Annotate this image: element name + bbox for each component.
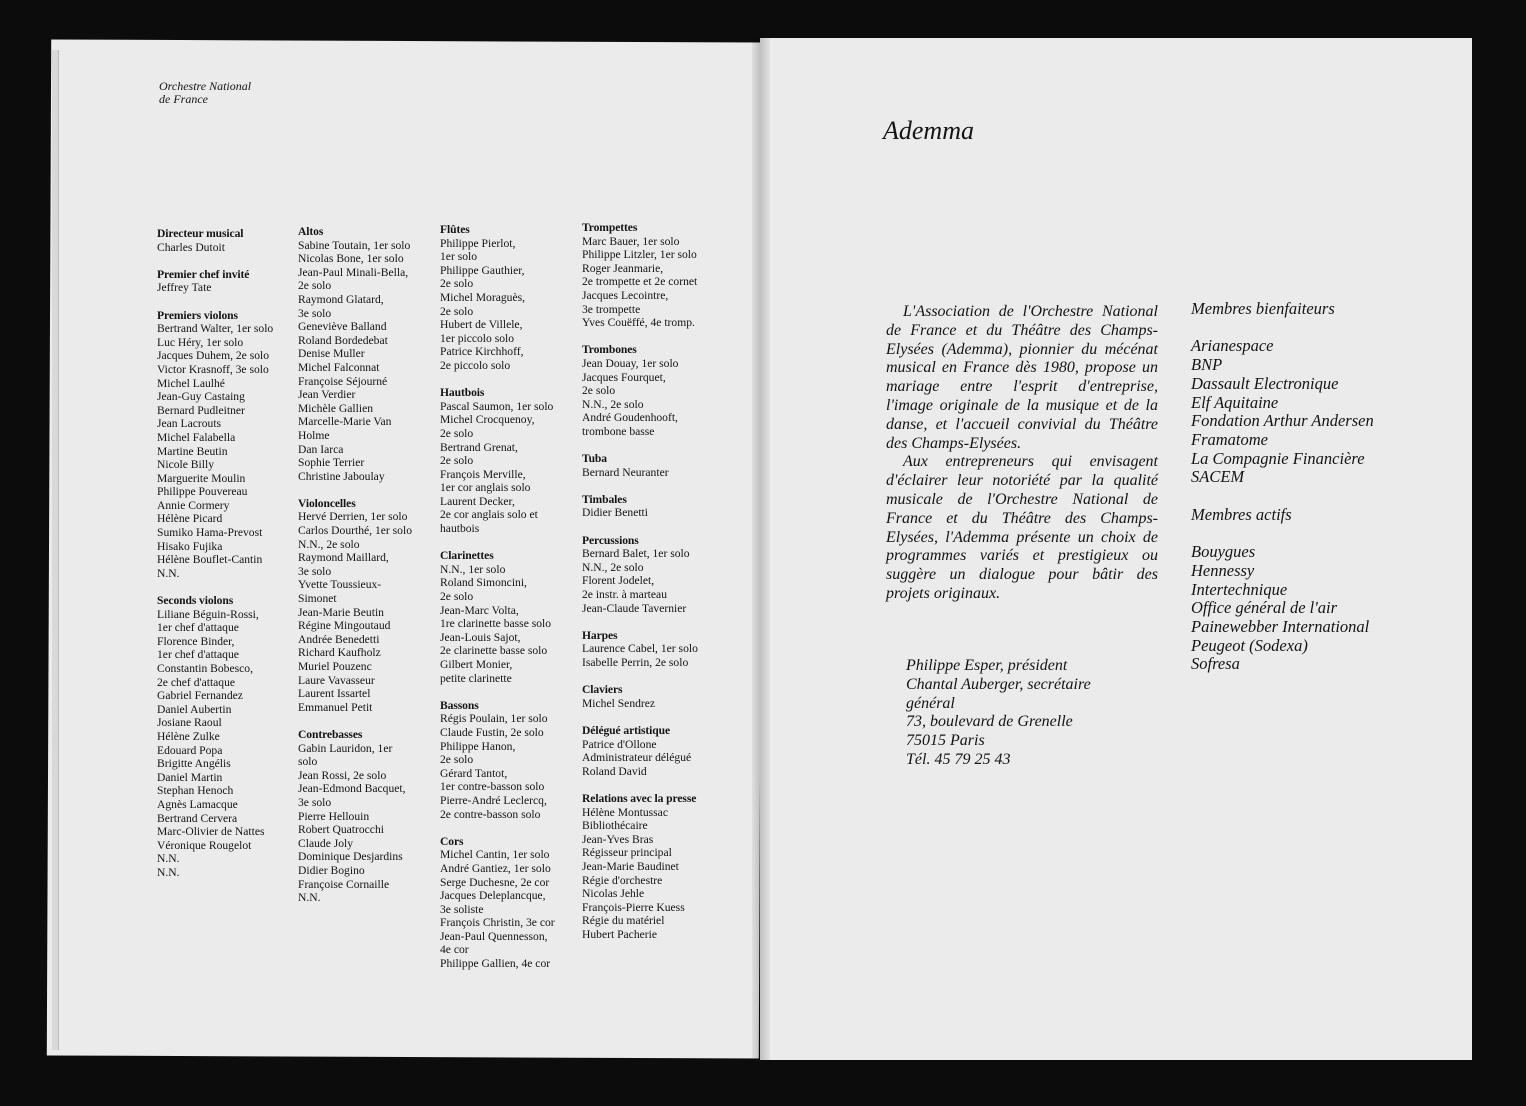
musician-line: Stephan Henoch [157,784,234,798]
musician-line: Christine Jaboulay [298,469,385,483]
musician-line: Sophie Terrier [298,456,365,470]
section-heading: Premiers violons [157,308,238,322]
membres-actifs-heading: Membres actifs [1191,504,1292,524]
musician-line: Jean-Claude Tavernier [582,601,687,615]
contact-address [906,657,1091,770]
musician-line: Jean-Marie Baudinet [582,859,679,873]
musician-line: Jean-Edmond Bacquet, [298,782,406,796]
address-line: Tél. 45 79 25 43 [906,750,1011,768]
musician-line: Marcelle-Marie Van [298,415,392,429]
member-item: Dassault Electronique [1191,373,1339,393]
musician-line: Nicolas Jehle [582,887,645,901]
musician-line: Martine Beutin [157,444,228,458]
musician-line: Patrice Kirchhoff, [440,345,524,359]
section-heading: Cors [440,834,464,848]
musician-line: Nicolas Bone, 1er solo [298,252,404,266]
musician-line: Brigitte Angélis [157,757,231,771]
section-heading: Claviers [582,683,623,697]
musician-line: 2e solo [440,590,474,604]
musician-line: Hubert de Villele, [440,318,523,332]
musician-line: 1er solo [440,250,478,264]
roster-section [582,452,698,479]
musician-line: Richard Kaufholz [298,646,381,660]
musician-line: Marguerite Moulin [157,471,246,485]
section-heading: Délégué artistique [582,723,671,737]
musician-line: Robert Quatrocchi [298,823,384,837]
musician-line: Philippe Hanon, [440,739,516,753]
musician-line: Bibliothécaire [582,819,648,833]
roster-section [582,724,698,778]
musician-line: Hisako Fujika [157,539,223,553]
musician-line: Hervé Derrien, 1er solo [298,510,408,524]
member-item: Framatome [1191,429,1268,449]
roster-section [582,221,698,330]
roster-column-1 [157,227,273,893]
musician-line: Claude Fustin, 2e solo [440,725,544,739]
musician-line: Didier Bogino [298,863,365,877]
address-line: Philippe Esper, président [906,657,1068,674]
musician-line: Hélène Picard [157,512,223,526]
member-item: Peugeot (Sodexa) [1191,635,1308,655]
roster-section [582,683,698,710]
musician-line: Hubert Pacherie [582,927,658,941]
musician-line: Jacques Fourquet, [582,370,666,384]
musician-line: Régis Poulain, 1er solo [440,712,548,726]
musician-line: 2e instr. à marteau [582,588,667,602]
musician-line: Jean-Guy Castaing [157,390,245,404]
musician-line: Agnès Lamacque [157,797,238,811]
member-item: SACEM [1191,467,1245,487]
musician-line: Jean-Paul Minali-Bella, [298,265,409,279]
musician-line: 2e solo [440,426,474,440]
member-item: Sofresa [1191,654,1240,674]
musician-line: Jean Douay, 1er solo [582,356,679,370]
musician-line: Gabin Lauridon, 1er [298,741,393,755]
musician-line: Bernard Pudleitner [157,403,245,417]
member-item: Arianespace [1191,336,1274,356]
musician-line: Philippe Litzler, 1er solo [582,248,697,262]
musician-line: Liliane Béguin-Rossi, [157,607,259,621]
roster-section [298,728,412,905]
roster-section [157,594,273,879]
musician-line: Isabelle Perrin, 2e solo [582,656,689,669]
musician-line: 2e contre-basson solo [440,807,541,821]
musician-line: 3e solo [298,795,332,809]
roster-column-2 [298,225,412,918]
roster-section [582,493,698,520]
section-heading: Clarinettes [440,549,494,563]
musician-line: Gérard Tantot, [440,766,508,780]
musician-line: Michel Cantin, 1er solo [440,848,550,862]
musician-line: Raymond Glatard, [298,292,384,306]
member-item: La Compagnie Financière [1191,448,1365,468]
roster-section [582,534,698,616]
roster-section [582,343,698,438]
roster-section [298,497,412,715]
musician-line: Michel Falconnat [298,360,380,374]
musician-line: Dan Iarca [298,442,344,456]
musician-line: Constantin Bobesco, [157,662,253,675]
musician-line: Daniel Aubertin [157,702,232,716]
musician-line: Michel Sendrez [582,696,656,710]
musician-line: solo [298,755,318,769]
musician-line: 2e cor anglais solo et [440,508,538,522]
section-heading: Timbales [582,492,627,506]
musician-line: Raymond Maillard, [298,551,389,565]
address-line: 75015 Paris [906,732,985,750]
member-item: Office général de l'air [1191,598,1338,618]
musician-line: 2e solo [440,753,474,767]
musician-line: Jean-Louis Sajot, [440,630,521,644]
musician-line: Jeffrey Tate [157,281,212,295]
musician-line: Pierre-André Leclercq, [440,793,547,807]
musician-line: Laurent Issartel [298,687,371,701]
section-heading: Trompettes [582,221,638,234]
musician-line: Bernard Neuranter [582,465,669,479]
musician-line: 1er piccolo solo [440,331,515,345]
musician-line: Muriel Pouzenc [298,660,372,673]
roster-section [440,835,555,971]
musician-line: hautbois [440,522,480,536]
musician-line: Dominique Desjardins [298,850,403,864]
musician-line: Philippe Pouvereau [157,485,248,499]
page-stack-edge [52,50,59,1050]
section-heading: Seconds violons [157,594,234,608]
musician-line: Florent Jodelet, [582,574,655,588]
musician-line: Régie d'orchestre [582,873,663,887]
musician-line: Roland Bordedebat [298,333,388,347]
musician-line: 2e chef d'attaque [157,675,236,689]
musician-line: Serge Duchesne, 2e cor [440,875,550,889]
musician-line: Pascal Saumon, 1er solo [440,399,554,413]
musician-line: Bernard Balet, 1er solo [582,547,690,561]
musician-line: Laurence Cabel, 1er solo [582,642,698,656]
musician-line: Jean Verdier [298,388,356,402]
musician-line: Didier Benetti [582,506,649,520]
musician-line: Pierre Hellouin [298,809,370,823]
paragraph-1: L'Association de l'Orchestre National de France et du Théâtre des Champs-Elysées (Ademma), pionnier du mécénat musical en France dès 1980, propose un mariage entre l'esprit d'entreprise, l'image originale de la musique et de la danse, et l'accueil convivial du Théâtre des Champs-Elysées. [886,303,1158,452]
member-item: Bouygues [1191,542,1256,562]
musician-line: 4e cor [440,943,469,957]
musician-line: 1er cor anglais solo [440,481,531,495]
musician-line: Philippe Gauthier, [440,263,525,277]
musician-line: Marc-Olivier de Nattes [157,825,265,839]
musician-line: Véronique Rougelot [157,838,252,852]
musician-line: 2e clarinette basse solo [440,644,548,658]
musician-line: Roland David [582,764,647,778]
section-heading: Tuba [582,452,607,466]
musician-line: N.N., 2e solo [582,560,644,574]
section-heading: Contrebasses [298,727,363,741]
musician-line: Jean-Yves Bras [582,832,654,846]
musician-line: Jean-Marc Volta, [440,603,519,617]
musician-line: Sabine Toutain, 1er solo [298,238,411,252]
musician-line: Administrateur délégué [582,751,692,765]
musician-line: Françoise Séjourné [298,374,388,388]
musician-line: N.N. [298,891,321,905]
musician-line: Florence Binder, [157,634,235,648]
musician-line: 2e solo [440,277,474,291]
address-line: Chantal Auberger, secrétaire [906,675,1091,693]
section-heading: Harpes [582,628,618,642]
members-list [1191,300,1374,674]
musician-line: Régie du matériel [582,914,665,928]
musician-line: François Merville, [440,467,526,481]
musician-line: trombone basse [582,424,655,438]
musician-line: Edouard Popa [157,743,223,757]
section-heading: Trombones [582,343,637,357]
musician-line: Denise Muller [298,347,365,361]
musician-line: N.N. [157,865,180,879]
musician-line: N.N. [157,566,180,580]
musician-line: François Christin, 3e cor [440,916,555,930]
roster-section [440,549,555,685]
musician-line: Philippe Pierlot, [440,236,516,250]
section-heading: Altos [298,225,324,238]
musician-line: 1re clarinette basse solo [440,617,552,631]
ademma-description [886,303,1158,604]
roster-section [157,268,273,295]
section-heading: Relations avec la presse [582,791,697,805]
member-item: Painewebber International [1191,616,1370,636]
roster-section [440,386,555,536]
musician-line: Jean-Marie Beutin [298,605,384,619]
musician-line: 3e solo [298,306,332,320]
musician-line: 3e soliste [440,902,484,916]
musician-line: Roland Simoncini, [440,576,527,590]
musician-line: Régisseur principal [582,846,672,860]
member-item: Elf Aquitaine [1191,392,1279,412]
roster-section [440,223,555,373]
member-item: Hennessy [1191,560,1255,580]
paragraph-2: Aux entrepreneurs qui envisagent d'éclairer leur notoriété par la qualité musicale de l'Orchestre National de France et du Théâtre des Champs-Elysées, l'Ademma présente un choix de programmes variés et prestigieux ou suggère un dialogue pour bâtir des projets originaux. [886,453,1158,602]
musician-line: Daniel Martin [157,770,223,784]
musician-line: 3e solo [298,564,332,578]
musician-line: 1er chef d'attaque [157,648,239,662]
roster-section [582,792,698,942]
musician-line: Victor Krasnoff, 3e solo [157,362,269,376]
address-line: 73, boulevard de Grenelle [906,713,1073,731]
section-heading: Premier chef invité [157,267,250,281]
musician-line: Laure Vavasseur [298,673,375,687]
musician-line: 2e trompette et 2e cornet [582,275,698,289]
musician-line: Michel Laulhé [157,376,225,390]
musician-line: Yves Couëffé, 4e tromp. [582,316,695,330]
musician-line: Bertrand Cervera [157,811,238,825]
musician-line: N.N. [157,852,180,866]
musician-line: Patrice d'Ollone [582,737,657,751]
section-heading: Percussions [582,533,639,547]
roster-column-3 [440,223,555,984]
musician-line: Luc Héry, 1er solo [157,335,244,349]
roster-section [298,225,412,483]
musician-line: André Gantiez, 1er solo [440,861,551,875]
musician-line: Régine Mingoutaud [298,619,391,633]
member-item: Fondation Arthur Andersen [1191,411,1374,431]
musician-line: Sumiko Hama-Prevost [157,526,263,540]
musician-line: André Goudenhooft, [582,411,678,425]
musician-line: 1er chef d'attaque [157,621,239,635]
musician-line: Yvette Toussieux- [298,578,382,592]
musician-line: Philippe Gallien, 4e cor [440,957,551,971]
section-heading: Flûtes [440,223,470,236]
musician-line: Nicole Billy [157,458,214,472]
musician-line: Roger Jeanmarie, [582,261,664,275]
page-title: Ademma [883,116,974,145]
musician-line: Jacques Duhem, 2e solo [157,349,270,363]
roster-column-4 [582,221,698,955]
musician-line: 3e trompette [582,302,641,316]
musician-line: Josiane Raoul [157,716,222,730]
musician-line: Bertrand Walter, 1er solo [157,322,274,336]
musician-line: Laurent Decker, [440,494,515,508]
musician-line: Jean Rossi, 2e solo [298,768,387,782]
musician-line: Gilbert Monier, [440,658,513,671]
musician-line: Carlos Dourthé, 1er solo [298,524,412,538]
musician-line: 2e solo [440,304,474,318]
musician-line: Jacques Deleplancque, [440,889,546,903]
musician-line: N.N., 2e solo [298,537,360,551]
musician-line: N.N., 2e solo [582,397,644,411]
musician-line: Geneviève Balland [298,320,387,334]
musician-line: Gabriel Fernandez [157,689,243,703]
section-heading: Directeur musical [157,227,244,240]
musician-line: 2e solo [298,279,332,293]
musician-line: Michel Crocquenoy, [440,413,535,427]
roster-section [440,699,555,821]
musician-line: François-Pierre Kuess [582,900,685,914]
musician-line: Hélène Zulke [157,729,220,743]
musician-line: Michel Falabella [157,430,236,444]
musician-line: Hélène Montussac [582,805,668,819]
musician-line: Jacques Lecointre, [582,288,669,302]
musician-line: Jean-Paul Quennesson, [440,929,548,943]
roster-section [582,629,698,670]
section-heading: Violoncelles [298,496,356,510]
header-line-2: de France [159,92,208,106]
musician-line: Holme [298,428,330,442]
roster-section [157,309,273,581]
musician-line: Hélène Bouflet-Cantin [157,553,263,567]
musician-line: Michel Moraguès, [440,290,526,304]
musician-line: Jean Lacrouts [157,417,222,431]
musician-line: 2e piccolo solo [440,358,511,372]
address-line: général [906,694,955,712]
musician-line: Simonet [298,592,337,606]
member-item: BNP [1191,355,1223,375]
musician-line: Françoise Cornaille [298,877,390,891]
musician-line: N.N., 1er solo [440,562,506,576]
musician-line: Michèle Gallien [298,401,374,415]
musician-line: 2e solo [440,454,474,468]
orchestra-header [159,80,251,106]
musician-line: Andrée Benedetti [298,632,380,646]
musician-line: Bertrand Grenat, [440,440,518,454]
member-item: Intertechnique [1191,579,1288,599]
musician-line: Emmanuel Petit [298,700,373,714]
musician-line: Annie Cormery [157,498,230,512]
musician-line: Charles Dutoit [157,240,225,254]
musician-line: Claude Joly [298,836,354,850]
musician-line: petite clarinette [440,671,512,685]
musician-line: 2e solo [582,384,616,398]
header-line-1: Orchestre National [159,79,252,93]
membres-bienfaiteurs-heading: Membres bienfaiteurs [1191,299,1335,318]
roster-section [157,227,273,254]
musician-line: Marc Bauer, 1er solo [582,234,680,248]
section-heading: Bassons [440,698,479,712]
book-gutter [752,38,770,1060]
section-heading: Hautbois [440,386,485,400]
musician-line: 1er contre-basson solo [440,780,545,794]
